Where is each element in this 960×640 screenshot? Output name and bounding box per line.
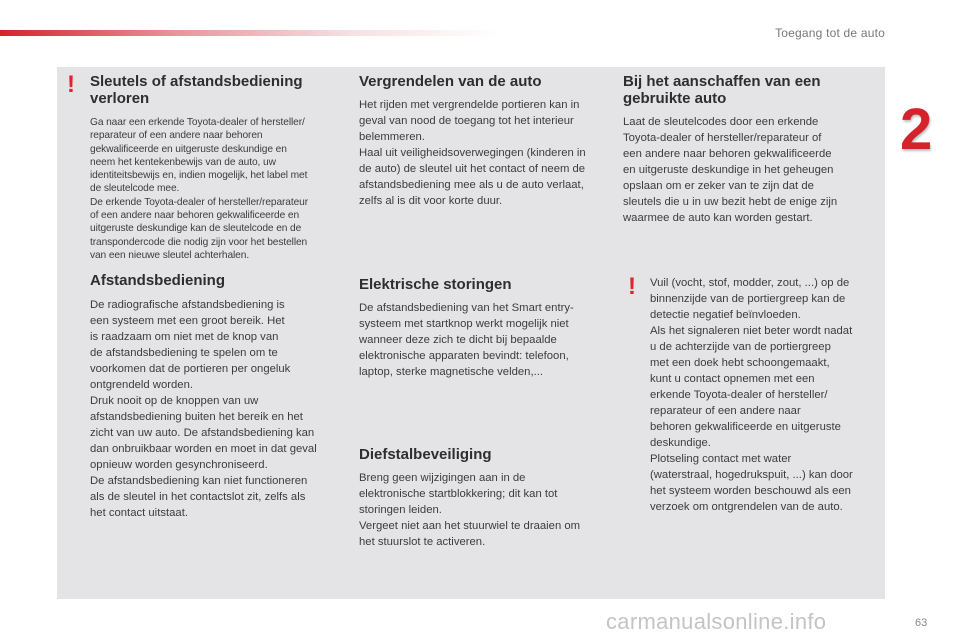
used-car-title: Bij het aanschaffen van een gebruikte auto — [623, 73, 821, 107]
antitheft-title: Diefstalbeveiliging — [359, 446, 492, 463]
dirt-warning — [650, 275, 886, 515]
used-car-body: Laat de sleutelcodes door een erkende Toyota-dealer of hersteller/reparateur of een andere naar behoren gekwalificeerde en uitgeruste deskundige in het geheugen opslaan om er zeker van te zijn dat de sleutels die u in uw bezit hebt de enige zijn waarmee de auto kan worden gestart. — [623, 116, 838, 224]
warning-exclamation-icon: ! — [628, 273, 636, 300]
section-title: Toegang tot de auto — [775, 26, 885, 40]
lost-keys-body: Ga naar een erkende Toyota-dealer of hersteller/ reparateur of een andere naar behoren gekwalificeerde en uitgeruste deskundige en neem het kentekenbewijs van de auto, uw identiteitsbewijs en, indien mogelijk, het label met de sleutelcode mee. De erkende Toyota-dealer of hersteller/reparateur of een andere naar behoren gekwalificeerde en uitgeruste deskundige kan de sleutelcode en de transpondercode die nodig zijn voor het bestellen van een nieuwe sleutel achterhalen. — [90, 117, 309, 261]
remote-title: Afstandsbediening — [90, 272, 226, 290]
electrical-body: De afstandsbediening van het Smart entry- systeem met startknop werkt mogelijk niet wanneer deze zich te dicht bij bepaalde elektronische apparaten bevindt: telefoon, laptop, sterke magnetische velden,... — [359, 302, 574, 378]
locked-title: Vergrendelen van de auto — [359, 73, 542, 90]
column-left — [90, 73, 342, 521]
page-number: 63 — [915, 617, 928, 629]
column-middle-antitheft — [359, 446, 611, 550]
watermark: carmanualsonline.info — [606, 609, 827, 634]
locked-body: Het rijden met vergrendelde portieren kan in geval van nood de toegang tot het interieur belemmeren. Haal uit veiligheidsoverwegingen (kinderen in de auto) de sleutel uit het contact of neem de afstandsbediening mee als u de auto verlaat, zelfs al is dit voor korte duur. — [359, 99, 586, 207]
column-right — [623, 73, 875, 226]
header-accent-bar — [0, 30, 500, 36]
dirt-warning-body: Vuil (vocht, stof, modder, zout, ...) op de binnenzijde van de portiergreep kan de detectie negatief beïnvloeden. Als het signaleren niet beter wordt nadat u de achterzijde van de portiergreep met een doek hebt schoongemaakt, kunt u contact opnemen met een erkende Toyota-dealer of hersteller/ reparateur of een andere naar behoren gekwalificeerde en uitgeruste deskundige. Plotseling contact met water (waterstraal, hogedrukspuit, ...) kan door het systeem worden beschouwd als een verzoek om ontgrendelen van de auto. — [650, 277, 853, 513]
lost-keys-title: Sleutels of afstandsbediening verloren — [90, 73, 303, 107]
column-middle-electrical — [359, 276, 611, 380]
chapter-number: 2 — [900, 97, 933, 162]
column-middle — [359, 73, 611, 209]
antitheft-body: Breng geen wijzigingen aan in de elektronische startblokkering; dit kan tot storingen leiden. Vergeet niet aan het stuurwiel te draaien om het stuurslot te activeren. — [359, 472, 581, 548]
warning-exclamation-icon: ! — [67, 71, 75, 98]
electrical-title: Elektrische storingen — [359, 276, 512, 293]
remote-body: De radiografische afstandsbediening is een systeem met een groot bereik. Het is raadzaam om niet met de knop van de afstandsbediening te spelen om te voorkomen dat de portieren per ongeluk ontgrendeld worden. Druk nooit op de knoppen van uw afstandsbediening buiten het bereik en het zicht van uw auto. De afstandsbediening kan dan onbruikbaar worden en moet in dat geval opnieuw worden gesynchroniseerd. De afstandsbediening kan niet functioneren als de sleutel in het contactslot zit, zelfs als het contact uitstaat. — [90, 299, 317, 520]
